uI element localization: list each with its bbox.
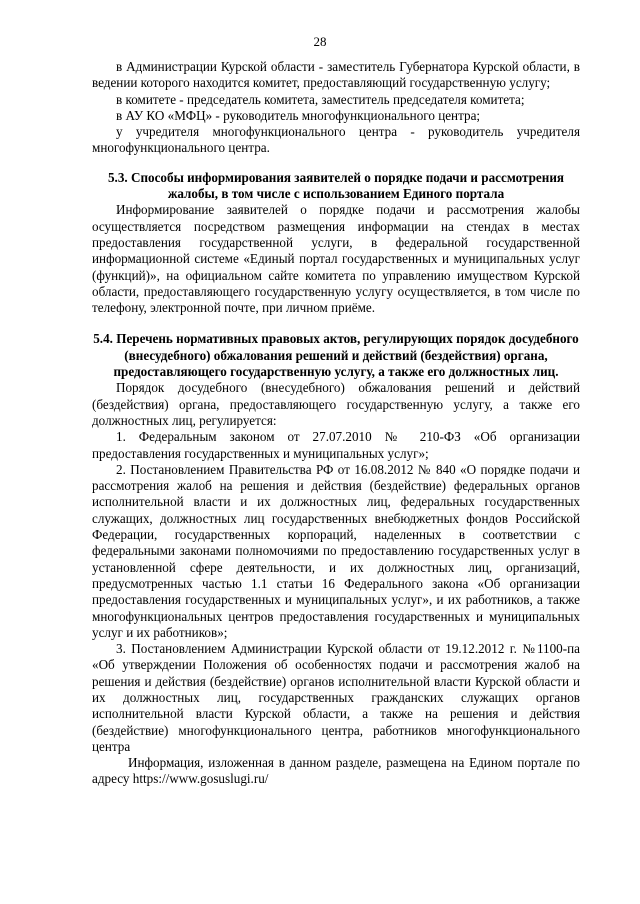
document-body bbox=[92, 59, 580, 788]
intro-paragraph-4: у учредителя многофункционального центра - руководитель учредителя многофункционального центра. bbox=[92, 124, 580, 156]
section-5-3-paragraph: Информирование заявителей о порядке подачи и рассмотрения жалобы осуществляется посредством размещения информации на стендах в местах предоставления государственной услуги, в федеральной государственной информационной системе «Единый портал государственных и муниципальных услуг (функций)», на официальном сайте комитета по управлению имуществом Курской области, предоставляющего государственную услугу осуществляется, в том числе по телефону, электронной почте, при личном приёме. bbox=[92, 202, 580, 316]
section-5-4-heading: 5.4. Перечень нормативных правовых актов, регулирующих порядок досудебного (внесудебного) обжалования решений и действий (бездействия) органа, предоставляющего государственную услугу, а также его должностных лиц. bbox=[93, 331, 579, 380]
intro-paragraph-1: в Администрации Курской области - заместитель Губернатора Курской области, в ведении которого находится комитет, предоставляющий государственную услугу; bbox=[92, 59, 580, 91]
list-item: 3. Постановлением Администрации Курской области от 19.12.2012 г. №1100-па «Об утверждении Положения об особенностях подачи и рассмотрения жалоб на решения и действия (бездействие) органов исполнительной власти Курской области и их должностных лиц, государственных гражданских служащих органов исполнительной власти Курской области, а также на решения и действия (бездействие) многофункционального центра, работников многофункционального центра bbox=[92, 641, 580, 754]
list-item: 2. Постановлением Правительства РФ от 16.08.2012 № 840 «О порядке подачи и рассмотрения жалоб на решения и действия (бездействие) федеральных органов исполнительной власти и их должностных лиц, федеральных государственных служащих, должностных лиц государственных внебюджетных фондов Российской Федерации, государственных корпораций, наделенных в соответствии с федеральными законами полномочиями по предоставлению государственных услуг в установленной сфере деятельности, и их должностных лиц, организаций, предусмотренных частью 1.1 статьи 16 Федерального закона «Об организации предоставления государственных и муниципальных услуг», и их работников, а также многофункциональных центров предоставления государственных и муниципальных услуг и их работников»; bbox=[92, 461, 580, 640]
section-5-4-lead: Порядок досудебного (внесудебного) обжалования решений и действий (бездействия) органа, предоставляющего государственную услугу, а также его должностных лиц, регулируется: bbox=[92, 380, 580, 428]
section-5-4-closing: Информация, изложенная в данном разделе, размещена на Едином портале по адресу https://www.gosuslugi.ru/ bbox=[92, 755, 580, 787]
spacer bbox=[92, 157, 580, 170]
section-5-3-heading: 5.3. Способы информирования заявителей о порядке подачи и рассмотрения жалобы, в том числе с использованием Единого портала bbox=[107, 169, 565, 202]
spacer bbox=[92, 316, 580, 331]
page-number: 28 bbox=[313, 34, 327, 49]
intro-paragraph-3: в АУ КО «МФЦ» - руководитель многофункционального центра; bbox=[116, 107, 481, 123]
intro-paragraph-2: в комитете - председатель комитета, заместитель председателя комитета; bbox=[116, 91, 525, 107]
list-item: 1. Федеральным законом от 27.07.2010 № 210-ФЗ «Об организации предоставления государственных и муниципальных услуг»; bbox=[92, 429, 580, 461]
